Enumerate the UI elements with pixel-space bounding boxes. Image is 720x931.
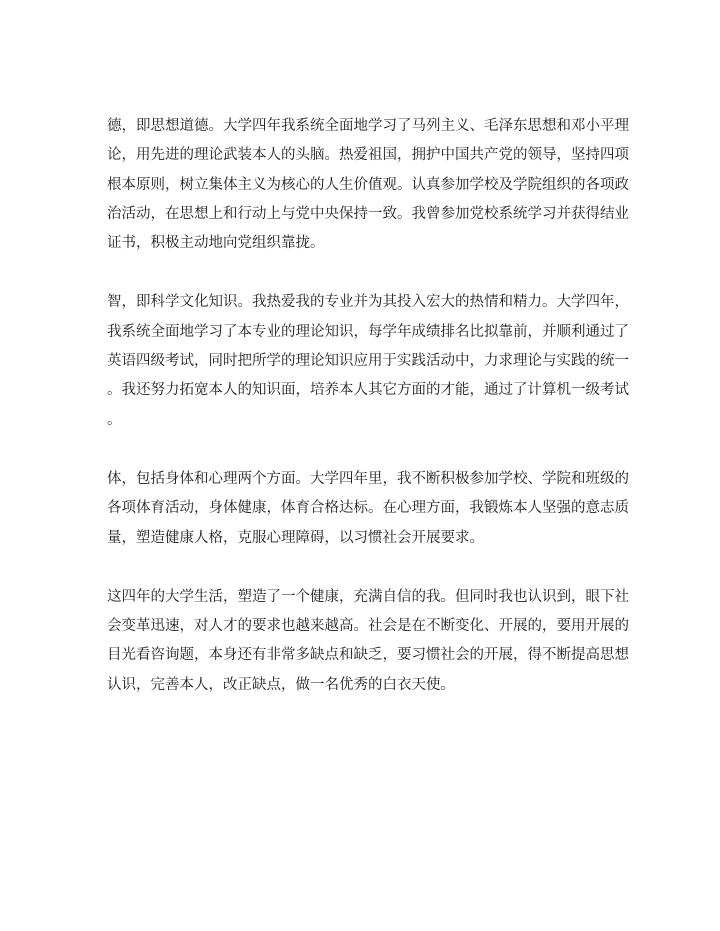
- text-line: 智，即科学文化知识。我热爱我的专业并为其投入宏大的热情和精力。大学四年，: [107, 294, 629, 311]
- paragraph-summary: [107, 583, 629, 700]
- paragraph-knowledge: [107, 288, 629, 434]
- text-line: 目光看咨询题，本身还有非常多缺点和缺乏，要习惯社会的开展，得不断提高思想: [107, 647, 629, 664]
- text-line: 认识，完善本人，改正缺点，做一名优秀的白衣天使。: [107, 676, 455, 693]
- text-line: 。我还努力拓宽本人的知识面，培养本人其它方面的才能，通过了计算机一级考试: [107, 382, 629, 399]
- paragraph-moral: [107, 112, 629, 258]
- text-line: 德，即思想道德。大学四年我系统全面地学习了马列主义、毛泽东思想和邓小平理: [107, 118, 629, 134]
- text-line: 我系统全面地学习了本专业的理论知识，每学年成绩排名比拟靠前，并顺利通过了: [107, 323, 629, 340]
- text-line: 。: [107, 411, 122, 428]
- text-line: 这四年的大学生活，塑造了一个健康，充满自信的我。但同时我也认识到，眼下社: [107, 588, 629, 605]
- text-line: 量，塑造健康人格，克服心理障碍，以习惯社会开展要求。: [107, 529, 484, 546]
- text-line: 论，用先进的理论武装本人的头脑。热爱祖国，拥护中国共产党的领导，坚持四项: [107, 147, 629, 164]
- text-line: 各项体育活动，身体健康，体育合格达标。在心理方面，我锻炼本人坚强的意志质: [107, 500, 629, 517]
- text-line: 治活动，在思想上和行动上与党中央保持一致。我曾参加党校系统学习并获得结业: [107, 205, 629, 222]
- text-line: 证书，积极主动地向党组织靠拢。: [107, 235, 325, 252]
- text-line: 根本原则，树立集体主义为核心的人生价值观。认真参加学校及学院组织的各项政: [107, 176, 629, 193]
- paragraph-physical: [107, 465, 629, 553]
- text-line: 体，包括身体和心理两个方面。大学四年里，我不断积极参加学校、学院和班级的: [107, 470, 629, 487]
- document-body: [107, 112, 629, 730]
- text-line: 会变革迅速，对人才的要求也越来越高。社会是在不断变化、开展的，要用开展的: [107, 618, 629, 635]
- text-line: 英语四级考试，同时把所学的理论知识应用于实践活动中，力求理论与实践的统一: [107, 353, 629, 370]
